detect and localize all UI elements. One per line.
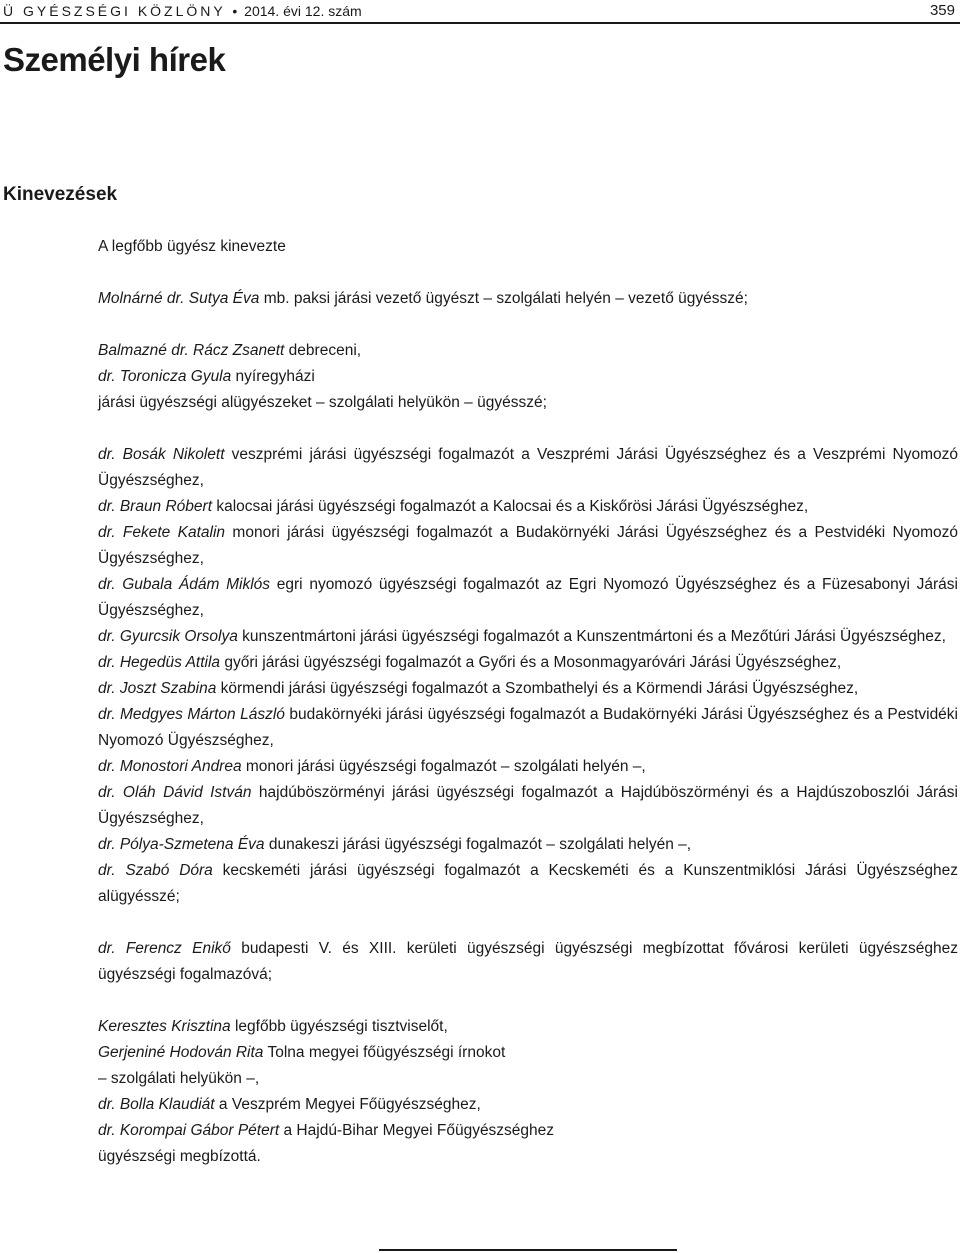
list-item	[98, 1092, 958, 1118]
section-title: Kinevezések	[3, 184, 118, 205]
intro-line: A legfőbb ügyész kinevezte	[98, 238, 286, 255]
list-item	[98, 832, 958, 858]
footer-rule	[379, 1249, 677, 1251]
person-name: dr. Gubala Ádám Miklós	[98, 576, 271, 593]
person-name: dr. Bolla Klaudiát	[98, 1096, 215, 1113]
person-name: Gerjeniné Hodován Rita	[98, 1044, 264, 1061]
appointment-text: debreceni,	[284, 342, 362, 359]
list-item	[98, 702, 958, 754]
page-number: 359	[929, 2, 955, 19]
appointments-body	[98, 234, 958, 1170]
person-name: dr. Joszt Szabina	[98, 680, 217, 697]
person-name: dr. Hegedüs Attila	[98, 654, 221, 671]
person-name: dr. Pólya-Szmetena Éva	[98, 836, 265, 853]
person-name: Balmazné dr. Rácz Zsanett	[98, 342, 285, 359]
appointment-text: járási ügyészségi alügyészeket – szolgálati helyükön – ügyésszé;	[98, 394, 547, 411]
page-title: Személyi hírek	[3, 41, 226, 78]
person-name: dr. Bosák Nikolett	[98, 446, 225, 463]
appointment-text: monori járási ügyészségi fogalmazót a Budakörnyéki Járási Ügyészséghez és a Pestvidéki Nyomozó Ügyészséghez,	[98, 524, 958, 567]
appointment-text: körmendi járási ügyészségi fogalmazót a Szombathelyi és a Körmendi Járási Ügyészséghez,	[216, 680, 859, 697]
appointment-text: ügyészségi megbízottá.	[98, 1148, 261, 1165]
list-item	[98, 1066, 958, 1092]
appointment-text: dunakeszi járási ügyészségi fogalmazót – szolgálati helyén –,	[264, 836, 692, 853]
appointment-text: a Veszprém Megyei Főügyészséghez,	[214, 1096, 481, 1113]
list-item	[98, 1014, 958, 1040]
list-item	[98, 338, 958, 364]
appointment-text: budapesti V. és XIII. kerületi ügyészségi ügyészségi megbízottat fővárosi kerületi ügyészséghez ügyészségi fogalmazóvá;	[98, 940, 958, 983]
appointment-text: kunszentmártoni járási ügyészségi fogalmazót a Kunszentmártoni és a Mezőtúri Járási Ügyészséghez,	[237, 628, 946, 645]
appointment-text: nyíregyházi	[231, 368, 315, 385]
journal-name-initial: Ü	[3, 3, 17, 19]
person-name: dr. Korompai Gábor Pétert	[98, 1122, 280, 1139]
appointment-text: egri nyomozó ügyészségi fogalmazót az Egri Nyomozó Ügyészséghez és a Füzesabonyi Járási Ügyészséghez,	[98, 576, 958, 619]
list-item	[98, 390, 958, 416]
list-item	[98, 936, 958, 988]
person-name: dr. Medgyes Márton László	[98, 706, 285, 723]
person-name: dr. Monostori Andrea	[98, 758, 242, 775]
appointment-text: a Hajdú-Bihar Megyei Főügyészséghez	[279, 1122, 555, 1139]
list-item	[98, 494, 958, 520]
appointment-text: Tolna megyei főügyészségi írnokot	[263, 1044, 506, 1061]
appointment-text: budakörnyéki járási ügyészségi fogalmazót a Budakörnyéki Járási Ügyészséghez és a Pestvidéki Nyomozó Ügyészséghez,	[98, 706, 959, 749]
appointment-text: kecskeméti járási ügyészségi fogalmazót a Kecskeméti és a Kunszentmiklósi Járási Ügyészséghez alügyésszé;	[98, 862, 958, 905]
list-item	[98, 442, 958, 494]
list-item	[98, 858, 958, 910]
list-item	[98, 1040, 958, 1066]
person-name: dr. Szabó Dóra	[98, 862, 213, 879]
list-item	[98, 1144, 958, 1170]
list-item	[98, 624, 958, 650]
person-name: dr. Ferencz Enikő	[98, 940, 231, 957]
list-item	[98, 572, 958, 624]
appointment-text: – szolgálati helyükön –,	[98, 1070, 260, 1087]
appointment-text: kalocsai járási ügyészségi fogalmazót a Kalocsai és a Kiskőrösi Járási Ügyészséghez,	[212, 498, 809, 515]
issue-info: 2014. évi 12. szám	[244, 3, 362, 19]
journal-name: GYÉSZSÉGI KÖZLÖNY	[23, 3, 226, 19]
person-name: dr. Gyurcsik Orsolya	[98, 628, 238, 645]
running-header	[3, 2, 957, 22]
list-item	[98, 364, 958, 390]
list-item	[98, 754, 958, 780]
list-item	[98, 780, 958, 832]
appointment-text: hajdúböszörményi járási ügyészségi fogalmazót a Hajdúböszörményi és a Hajdúszoboszlói Járási Ügyészséghez,	[98, 784, 958, 827]
person-name: Keresztes Krisztina	[98, 1018, 231, 1035]
person-name: dr. Toronicza Gyula	[98, 368, 232, 385]
person-name: dr. Oláh Dávid István	[98, 784, 252, 801]
list-item	[98, 286, 958, 312]
appointment-text: veszprémi járási ügyészségi fogalmazót a Veszprémi Járási Ügyészséghez és a Veszprémi Nyomozó Ügyészséghez,	[98, 446, 958, 489]
header-bullet: •	[232, 3, 238, 19]
person-name: Molnárné dr. Sutya Éva	[98, 290, 260, 307]
list-item	[98, 1118, 958, 1144]
list-item	[98, 676, 958, 702]
list-item	[98, 650, 958, 676]
person-name: dr. Braun Róbert	[98, 498, 213, 515]
person-name: dr. Fekete Katalin	[98, 524, 226, 541]
appointment-text: monori járási ügyészségi fogalmazót – szolgálati helyén –,	[241, 758, 646, 775]
appointment-text: legfőbb ügyészségi tisztviselőt,	[230, 1018, 448, 1035]
appointment-text: mb. paksi járási vezető ügyészt – szolgálati helyén – vezető ügyésszé;	[259, 290, 748, 307]
list-item	[98, 520, 958, 572]
journal-header	[3, 2, 362, 20]
appointment-text: győri járási ügyészségi fogalmazót a Győri és a Mosonmagyaróvári Járási Ügyészséghez,	[220, 654, 842, 671]
header-rule	[0, 22, 960, 24]
